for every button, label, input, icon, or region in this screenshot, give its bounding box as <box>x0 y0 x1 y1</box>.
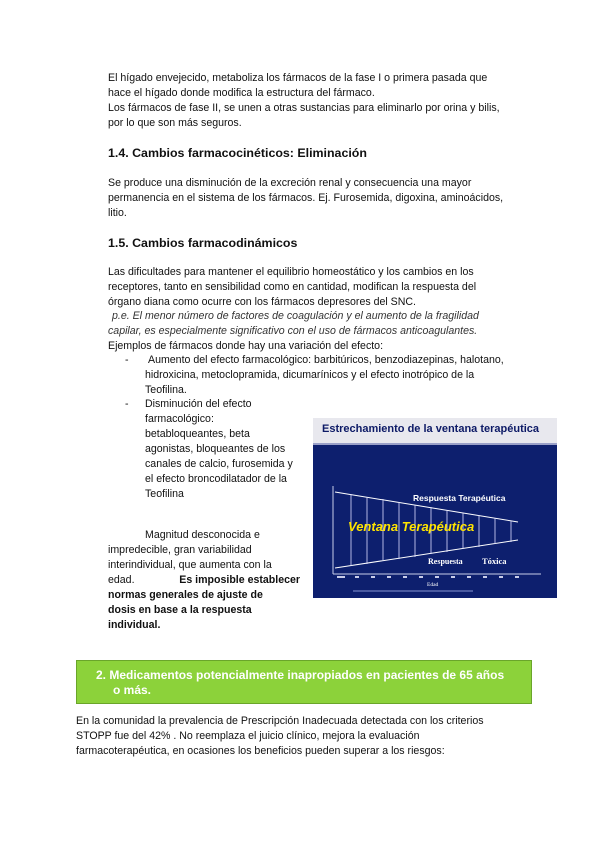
bullet-line: Aumento del efecto farmacológico: barbitúricos, benzodiazepinas, halotano, <box>148 354 504 366</box>
paragraph-line: Magnitud desconocida e <box>145 529 260 541</box>
intro-line: El hígado envejecido, metaboliza los fármacos de la fase I o primera pasada que <box>108 72 488 84</box>
bold-line: dosis en base a la respuesta <box>108 604 252 616</box>
bullet-line: Teofilina. <box>145 384 187 396</box>
bullet-line: Disminución del efecto <box>145 398 252 410</box>
bullet-line: Teofilina <box>145 488 184 500</box>
x-axis-label: Edad <box>427 582 439 588</box>
paragraph-line: interindividual, que aumenta con la <box>108 559 272 571</box>
bullet-line: agonistas, bloqueantes de los <box>145 443 286 455</box>
section-heading-1-5: 1.5. Cambios farmacodinámicos <box>108 236 298 250</box>
italic-example-line: p.e. El menor número de factores de coagulación y el aumento de la fragilidad <box>112 310 479 322</box>
bullet-dash: - <box>125 398 129 410</box>
paragraph-line: farmacoterapéutica, en ocasiones los beneficios pueden superar a los riesgos: <box>76 745 445 757</box>
therapeutic-window-diagram <box>313 418 557 598</box>
slide-caption-blur <box>353 590 473 592</box>
bullet-line: canales de calcio, furosemida y <box>145 458 293 470</box>
italic-example-line: capilar, es especialmente significativo con el uso de fármacos anticoagulantes. <box>108 325 478 337</box>
intro-line: hace el hígado donde modifica la estructura del fármaco. <box>108 87 375 99</box>
paragraph-line: STOPP fue del 42% . No reemplaza el juicio clínico, mejora la evaluación <box>76 730 420 742</box>
bullet-line: el efecto broncodilatador de la <box>145 473 287 485</box>
paragraph-line: órgano diana como ocurre con los fármacos depresores del SNC. <box>108 296 416 308</box>
paragraph-line: permanencia en el sistema de los fármacos. Ej. Furosemida, digoxina, aminoácidos, <box>108 192 504 204</box>
label-therapeutic-response: Respuesta Terapéutica <box>413 493 506 503</box>
label-toxic-response-b: Tóxica <box>482 556 507 566</box>
bullet-line: betabloqueantes, beta <box>145 428 250 440</box>
callout-line: o más. <box>113 683 152 697</box>
bold-line: normas generales de ajuste de <box>108 589 263 601</box>
paragraph-line: Se produce una disminución de la excreción renal y consecuencia una mayor <box>108 177 472 189</box>
callout-line: 2. Medicamentos potencialmente inapropiados en pacientes de 65 años <box>96 668 505 682</box>
bullet-line: farmacológico: <box>145 413 214 425</box>
section-2-callout <box>76 660 532 704</box>
paragraph-line: En la comunidad la prevalencia de Prescripción Inadecuada detectada con los criterios <box>76 715 484 727</box>
label-therapeutic-window: Ventana Terapéutica <box>348 519 475 534</box>
paragraph-line: litio. <box>108 207 127 219</box>
bullet-dash: - <box>125 354 129 366</box>
bold-line: individual. <box>108 619 161 631</box>
therapeutic-window-slide <box>313 418 557 598</box>
label-toxic-response-a: Respuesta <box>428 557 463 566</box>
paragraph-line: impredecible, gran variabilidad <box>108 544 252 556</box>
axis-ticks <box>337 576 519 578</box>
slide-title: Estrechamiento de la ventana terapéutica <box>322 423 540 435</box>
paragraph-line: receptores, tanto en sensibilidad como en cantidad, modifican la respuesta del <box>108 281 477 293</box>
paragraph-line: Ejemplos de fármacos donde hay una variación del efecto: <box>108 340 384 352</box>
paragraph-line: Las dificultades para mantener el equilibrio homeostático y los cambios en los <box>108 266 474 278</box>
intro-line: por lo que son más seguros. <box>108 117 242 129</box>
section-heading-1-4: 1.4. Cambios farmacocinéticos: Eliminación <box>108 146 367 160</box>
intro-line: Los fármacos de fase II, se unen a otras sustancias para eliminarlo por orina y bilis, <box>108 102 500 114</box>
paragraph-text: edad. <box>108 574 135 586</box>
bullet-line: hidroxicina, metoclopramida, dicumarínicos y el efecto inotrópico de la <box>145 369 475 381</box>
paragraph-line <box>108 573 300 588</box>
bold-text: Es imposible establecer <box>179 574 300 586</box>
